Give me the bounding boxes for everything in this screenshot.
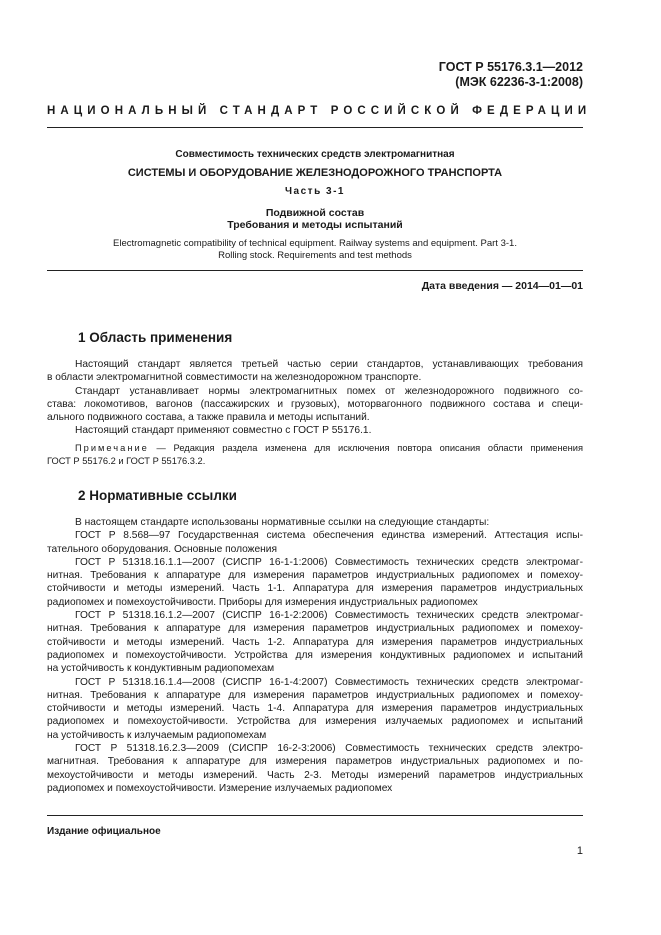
paragraph-line: Настоящий стандарт применяют совместно с ГОСТ Р 55176.1.	[75, 425, 372, 437]
note-label: Примечание	[75, 443, 149, 453]
note-text: — Редакция раздела изменена для исключения повтора описания области применения	[148, 443, 583, 453]
title-line-2: СИСТЕМЫ И ОБОРУДОВАНИЕ ЖЕЛЕЗНОДОРОЖНОГО ТРАНСПОРТА	[127, 167, 503, 179]
page-number: 1	[576, 845, 583, 857]
reference-line: мехоустойчивости и методы измерений. Часть 2-3. Методы измерений параметров индустриальных	[47, 769, 583, 781]
reference-line: радиопомех и помехоустойчивости. Устройства для измерения излучаемых радиопомех и испытаний	[47, 716, 583, 728]
reference-line: нитная. Требования к аппаратуре для измерения параметров индустриальных радиопомех и помехоу-	[47, 570, 583, 582]
official-edition-label: Издание официальное	[47, 826, 161, 837]
reference-line: стойчивости и методы измерений. Часть 1-1. Аппаратура для измерения параметров индустриальных	[47, 583, 583, 595]
standard-code: ГОСТ Р 55176.3.1—2012	[438, 60, 583, 74]
reference-line: радиопомех и помехоустойчивости. Измерение излучаемых радиопомех	[47, 782, 393, 794]
reference-line: нитная. Требования к аппаратуре для измерения параметров индустриальных радиопомех и помехоу-	[47, 689, 583, 701]
footer-divider	[47, 815, 583, 816]
reference-line: на устойчивость к излучаемым радиопомехам	[47, 729, 267, 741]
national-standard-banner: НАЦИОНАЛЬНЫЙ СТАНДАРТ РОССИЙСКОЙ ФЕДЕРАЦИИ	[47, 105, 592, 117]
standard-code-block	[439, 60, 583, 90]
iec-code: (МЭК 62236-3-1:2008)	[455, 75, 583, 89]
section-2-body	[47, 516, 583, 795]
section-1-note	[47, 442, 583, 469]
subtitle-line-1: Подвижной состав	[265, 207, 365, 219]
reference-line: нитная. Требования к аппаратуре для измерения параметров индустриальных радиопомех и помехоу-	[47, 623, 583, 635]
header-divider	[47, 127, 583, 128]
reference-line: ГОСТ Р 51318.16.1.4—2008 (СИСПР 16-1-4:2007) Совместимость технических средств электромаг-	[75, 676, 583, 688]
english-title-line-2: Rolling stock. Requirements and test methods	[218, 250, 412, 261]
title-line-1: Совместимость технических средств электромагнитная	[175, 149, 455, 160]
reference-line: тательного оборудования. Основные положения	[47, 543, 277, 555]
reference-line: ГОСТ Р 8.568—97 Государственная система обеспечения единства измерений. Аттестация испы-	[75, 530, 583, 542]
part-label: Часть 3-1	[285, 186, 345, 197]
reference-line: стойчивости и методы измерений. Часть 1-4. Аппаратура для измерения параметров индустриальных	[47, 703, 583, 715]
paragraph-line: става: локомотивов, вагонов (пассажирских и грузовых), моторвагонного подвижного состава и специ-	[47, 398, 583, 410]
paragraph-line: Стандарт устанавливает нормы электромагнитных помех от железнодорожного подвижного со-	[75, 385, 583, 397]
section-2-heading: 2 Нормативные ссылки	[78, 488, 237, 503]
note-line	[47, 442, 583, 455]
introduction-date: Дата введения — 2014—01—01	[421, 280, 583, 292]
paragraph-line: в области электромагнитной совместимости на железнодорожном транспорте.	[47, 372, 422, 384]
reference-line: радиопомех и помехоустойчивости. Устройства для измерения кондуктивных радиопомех и испытаний	[47, 649, 583, 661]
section-1-heading: 1 Область применения	[78, 330, 233, 345]
reference-line: ГОСТ Р 51318.16.1.1—2007 (СИСПР 16-1-1:2006) Совместимость технических средств электромаг-	[75, 556, 583, 568]
reference-line: ГОСТ Р 51318.16.1.2—2007 (СИСПР 16-1-2:2006) Совместимость технических средств электромаг-	[75, 610, 583, 622]
paragraph-line: ального подвижного состава, а также правила и методы испытаний.	[47, 412, 370, 424]
title-divider	[47, 270, 583, 271]
reference-line: на устойчивость к кондуктивным радиопомехам	[47, 663, 275, 675]
subtitle-line-2: Требования и методы испытаний	[227, 219, 403, 231]
reference-line: радиопомех и помехоустойчивости. Приборы для измерения индустриальных радиопомех	[47, 596, 478, 608]
section-1-body	[47, 358, 583, 438]
reference-line: стойчивости и методы измерений. Часть 1-2. Аппаратура для измерения параметров индустриальных	[47, 636, 583, 648]
english-title-line-1: Electromagnetic compatibility of technical equipment. Railway systems and equipment. Part 3-1.	[113, 238, 517, 249]
reference-line: магнитная. Требования к аппаратуре для измерения параметров индустриальных радиопомех и по-	[47, 756, 583, 768]
paragraph-line: Настоящий стандарт является третьей частью серии стандартов, устанавливающих требования	[75, 359, 583, 370]
note-line: ГОСТ Р 55176.2 и ГОСТ Р 55176.3.2.	[47, 456, 206, 467]
reference-line: ГОСТ Р 51318.16.2.3—2009 (СИСПР 16-2-3:2006) Совместимость технических средств электро-	[75, 743, 583, 755]
paragraph-line: В настоящем стандарте использованы нормативные ссылки на следующие стандарты:	[75, 517, 490, 528]
